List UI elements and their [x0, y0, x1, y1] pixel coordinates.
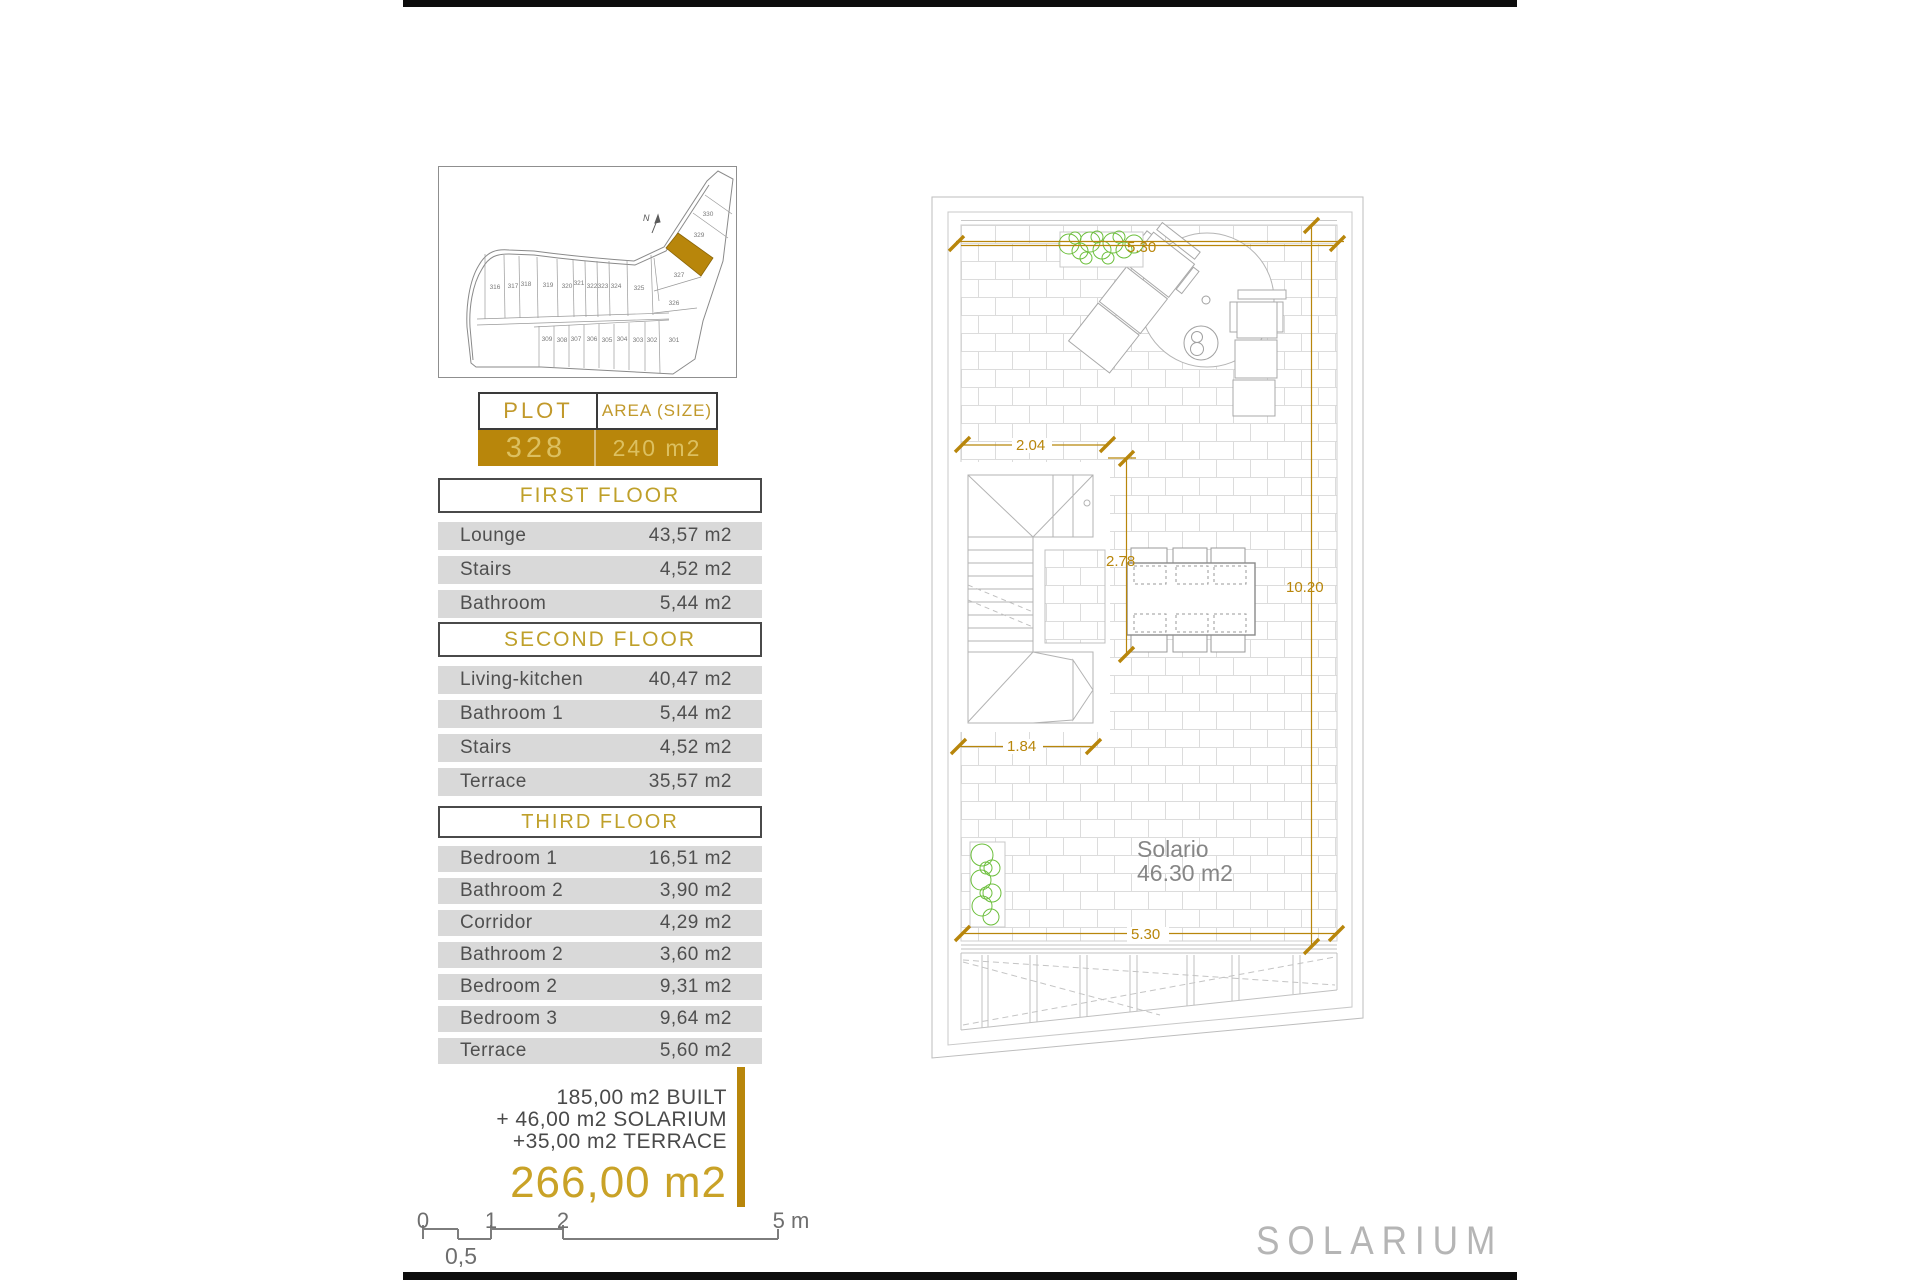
lot-number: 322 — [586, 283, 598, 290]
plot-table-value-row — [478, 430, 718, 466]
room-label: Bathroom 2 — [460, 880, 564, 901]
gold-accent-bar — [737, 1067, 745, 1207]
lot-number: 318 — [520, 281, 532, 288]
third-floor-rows — [438, 846, 762, 1064]
plot-header-cell: PLOT — [480, 394, 598, 428]
pergola-slats — [961, 945, 1337, 1030]
lot-number: 323 — [597, 283, 609, 290]
dining-set — [1127, 548, 1255, 652]
second-floor-heading: SECOND FLOOR — [438, 622, 762, 657]
room-area-value: 4,52 m2 — [659, 737, 732, 758]
page-title: SOLARIUM — [1256, 1219, 1504, 1263]
plot-table-header-row — [478, 392, 718, 430]
lot-number: 303 — [632, 337, 644, 344]
scale-bar — [400, 1205, 830, 1275]
floor-table-row — [438, 522, 762, 550]
room-label: Bathroom 1 — [460, 703, 564, 724]
floor-table-row — [438, 974, 762, 1000]
room-label: Bathroom 2 — [460, 944, 564, 965]
hot-tub — [1184, 326, 1218, 360]
lot-number: 305 — [601, 337, 613, 344]
room-label: Bedroom 1 — [460, 848, 558, 869]
lot-number: 329 — [693, 232, 705, 239]
scale-label-1: 1 — [484, 1208, 498, 1233]
lot-number: 307 — [570, 336, 582, 343]
dining-table — [1127, 563, 1255, 635]
scale-label-0: 0 — [416, 1208, 430, 1233]
dim-label-bottom: 5.30 — [1131, 926, 1161, 943]
letterbox-bar-top — [403, 0, 1517, 7]
lot-number: 302 — [646, 337, 658, 344]
floor-table-row — [438, 734, 762, 762]
room-area-value: 9,31 m2 — [659, 976, 732, 997]
svg-text:N: N — [643, 213, 650, 223]
lot-number: 326 — [668, 300, 680, 307]
room-area-value: 5,44 m2 — [659, 593, 732, 614]
room-label: Terrace — [460, 771, 527, 792]
summary-built: 185,00 m2 BUILT — [556, 1086, 727, 1109]
room-area-value: 5,44 m2 — [659, 703, 732, 724]
floor-table-row — [438, 590, 762, 618]
dim-label-top: 5.30 — [1127, 239, 1157, 256]
room-label: Terrace — [460, 1040, 527, 1061]
floor-table-row — [438, 700, 762, 728]
room-area-value: 4,52 m2 — [659, 559, 732, 580]
room-area-value: 16,51 m2 — [648, 848, 732, 869]
room-area-value: 9,64 m2 — [659, 1008, 732, 1029]
lot-number: 301 — [668, 337, 680, 344]
floor-table-row — [438, 1038, 762, 1064]
room-name-label: Solario — [1137, 836, 1209, 862]
sunken-terrace — [1045, 550, 1105, 643]
room-area-value: 35,57 m2 — [648, 771, 732, 792]
north-arrow — [643, 213, 660, 233]
summary-total: 266,00 m2 — [510, 1158, 727, 1207]
floor-table-row — [438, 556, 762, 584]
room-label: Bedroom 2 — [460, 976, 558, 997]
summary-solarium: + 46,00 m2 SOLARIUM — [496, 1108, 727, 1131]
stairwell — [958, 462, 1110, 732]
room-label: Living-kitchen — [460, 669, 584, 690]
summary-terrace: +35,00 m2 TERRACE — [512, 1130, 727, 1153]
highlighted-plot-328 — [666, 233, 713, 276]
scale-label-half: 0,5 — [445, 1243, 477, 1269]
room-label: Stairs — [460, 559, 512, 580]
floor-table-row — [438, 878, 762, 904]
scale-label-5m: 5 m — [772, 1208, 810, 1233]
second-floor-section — [438, 622, 762, 796]
plot-number: 328 — [478, 430, 596, 466]
scale-label-2: 2 — [556, 1208, 570, 1233]
second-floor-rows — [438, 666, 762, 796]
first-floor-heading: FIRST FLOOR — [438, 478, 762, 513]
dim-label-low: 1.84 — [1007, 738, 1037, 755]
first-floor-section — [438, 478, 762, 618]
floor-table-row — [438, 846, 762, 872]
lot-number: 321 — [573, 280, 585, 287]
planter-left — [970, 842, 1005, 927]
floor-table-row — [438, 666, 762, 694]
room-area-value: 5,60 m2 — [659, 1040, 732, 1061]
third-floor-heading: THIRD FLOOR — [438, 806, 762, 838]
floor-table-row — [438, 768, 762, 796]
lot-number: 325 — [633, 285, 645, 292]
plot-area: 240 m2 — [612, 434, 702, 461]
lot-number: 324 — [610, 283, 622, 290]
floor-table-row — [438, 910, 762, 936]
dim-label-mid: 2.78 — [1106, 553, 1136, 570]
lot-number: 330 — [702, 211, 714, 218]
room-label: Stairs — [460, 737, 512, 758]
floor-table-row — [438, 942, 762, 968]
plot-info-table — [478, 392, 718, 466]
room-area-value: 3,60 m2 — [659, 944, 732, 965]
lot-number: 309 — [541, 336, 553, 343]
lot-number: 306 — [586, 336, 598, 343]
room-area-value: 43,57 m2 — [648, 525, 732, 546]
lot-number: 304 — [616, 336, 628, 343]
floor-plan-drawing — [930, 195, 1367, 1063]
room-area-value: 40,47 m2 — [648, 669, 732, 690]
room-label: Bathroom — [460, 593, 547, 614]
site-plan-roads — [467, 171, 733, 374]
first-floor-rows — [438, 522, 762, 618]
lot-number: 327 — [673, 272, 685, 279]
room-label: Lounge — [460, 525, 527, 546]
floor-table-row — [438, 1006, 762, 1032]
lot-number: 308 — [556, 337, 568, 344]
lot-number: 317 — [507, 283, 519, 290]
area-header-cell: AREA (SIZE) — [601, 401, 713, 420]
room-area-value: 4,29 m2 — [659, 912, 732, 933]
dim-label-right: 10.20 — [1286, 579, 1324, 596]
site-plan-map — [438, 166, 737, 378]
room-area-label: 46.30 m2 — [1137, 860, 1233, 886]
lot-number: 319 — [542, 282, 554, 289]
area-summary — [420, 1087, 727, 1205]
lot-number: 320 — [561, 283, 573, 290]
third-floor-section — [438, 806, 762, 1064]
room-label: Bedroom 3 — [460, 1008, 558, 1029]
dim-label-left: 2.04 — [1016, 437, 1046, 454]
room-area-value: 3,90 m2 — [659, 880, 732, 901]
room-label: Corridor — [460, 912, 533, 933]
lot-number: 316 — [489, 284, 501, 291]
lot-numbers — [490, 211, 714, 344]
